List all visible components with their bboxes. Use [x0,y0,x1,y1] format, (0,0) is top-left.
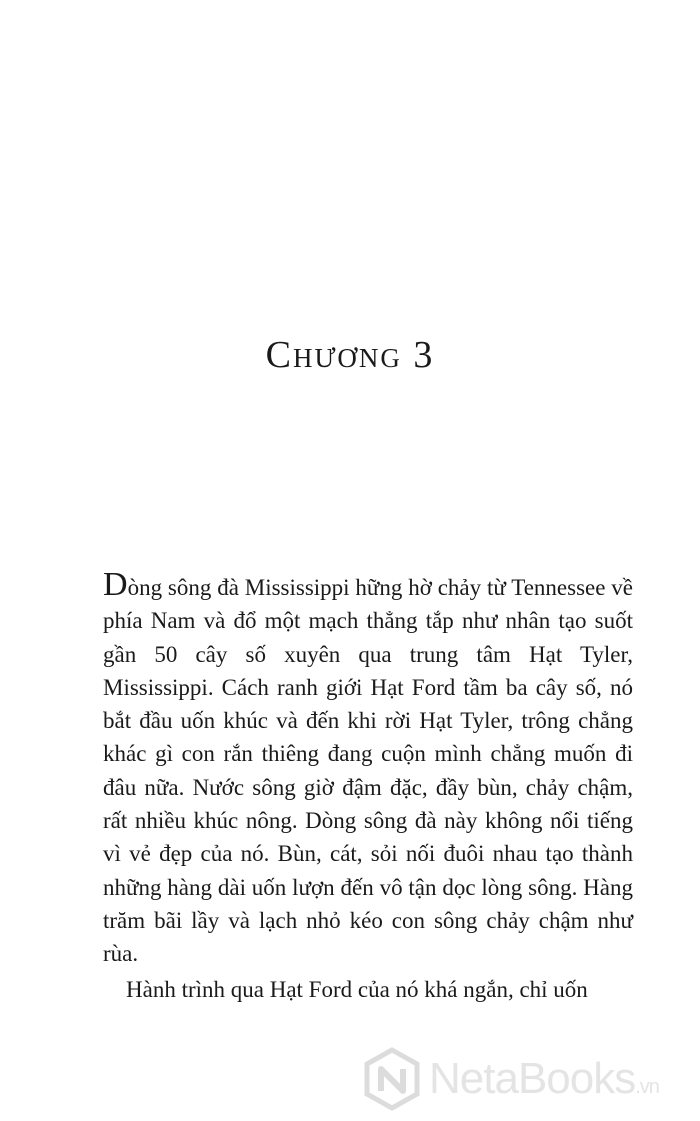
paragraph-2 [103,973,633,1006]
watermark-suffix: .vn [635,1076,659,1098]
netabooks-logo-icon [363,1047,421,1111]
paragraph-1-text: òng sông đà Mississippi hững hờ chảy từ Tennessee về phía Nam và đổ một mạch thẳng tắp như nhân tạo suốt gần 50 cây số xuyên qua trung tâm Hạt Tyler, Mississippi. Cách ranh giới Hạt Ford tầm ba cây số, nó bắt đầu uốn khúc và đến khi rời Hạt Tyler, trông chẳng khác gì con rắn thiêng đang cuộn mình chẳng muốn đi đâu nữa. Nước sông giờ đậm đặc, đầy bùn, chảy chậm, rất nhiều khúc nông. Dòng sông đà này không nổi tiếng vì vẻ đẹp của nó. Bùn, cát, sỏi nối đuôi nhau tạo thành những hàng dài uốn lượn đến vô tận dọc lòng sông. Hàng trăm bãi lầy và lạch nhỏ kéo con sông chảy chậm như rùa. [103,575,633,967]
watermark-text [429,1054,659,1104]
paragraph-2-text: Hành trình qua Hạt Ford của nó khá ngắn, chỉ uốn [126,976,588,1002]
chapter-title: Chương 3 [265,334,435,376]
watermark-brand: NetaBooks [429,1054,636,1103]
chapter-body [103,566,633,1006]
drop-cap: D [103,566,128,603]
paragraph-1 [103,566,633,971]
publisher-watermark [363,1043,698,1115]
